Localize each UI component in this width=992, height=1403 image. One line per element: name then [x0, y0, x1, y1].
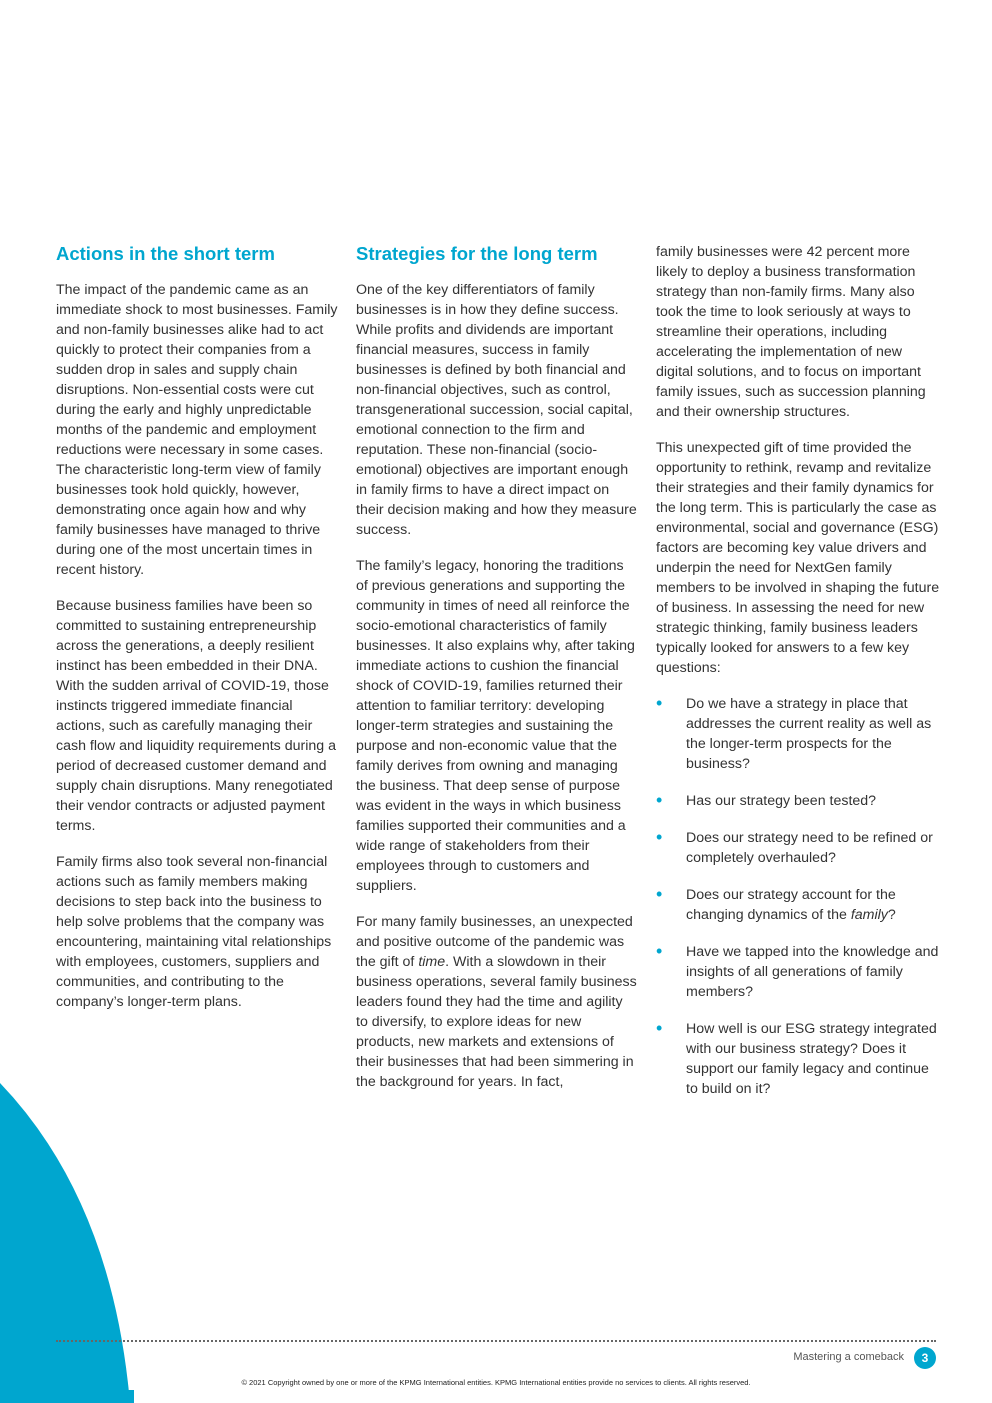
page-number-badge: 3 — [914, 1347, 936, 1369]
bullet-icon: • — [656, 827, 663, 847]
list-item — [656, 885, 941, 925]
paragraph: One of the key differentiators of family businesses is in how they define success. While profits and dividends are important financial measures, success in family businesses is defined by both financial and non-financial objectives, such as control, transgenerational succession, social capital, emotional connection to the firm and reputation. These non-financial (socio-emotional) objectives are important enough in family firms to have a direct impact on their decision making and how they measure success. — [356, 282, 637, 538]
paragraph: The impact of the pandemic came as an immediate shock to most businesses. Family and non-family businesses alike had to act quickly to protect their companies from a sudden drop in sales and supply chain disruptions. Non-essential costs were cut during the early and highly unpredictable months of the pandemic and employment reductions were necessary in some cases. The characteristic long-term view of family businesses took hold quickly, however, demonstrating once again how and why family businesses have managed to thrive during one of the most uncertain times in recent history. — [56, 282, 338, 578]
paragraph: The family’s legacy, honoring the traditions of previous generations and supporting the community in times of need all reinforce the socio-emotional characteristics of family businesses. It also explains why, after taking immediate actions to cushion the financial shock of COVID-19, families returned their attention to familiar territory: developing longer-term strategies and sustaining the purpose and non-economic value that the family derives from owning and managing the business. That deep sense of purpose was evident in the ways in which business families supported their communities and a wide range of stakeholders from their employees through to customers and suppliers. — [356, 558, 635, 894]
bullet-icon: • — [656, 941, 663, 961]
footer-copyright: © 2021 Copyright owned by one or more of the KPMG International entities. KPMG International entities provide no services to clients. All rights reserved. — [241, 1378, 751, 1387]
paragraph — [356, 912, 638, 1092]
question-text — [686, 887, 896, 923]
paragraph: family businesses were 42 percent more likely to deploy a business transformation strategy than non-family firms. Many also took the time to look seriously at ways to streamline their operations, including accelerating the implementation of new digital solutions, and to focus on important family issues, such as succession planning and their ownership structures. — [656, 244, 926, 420]
footer-dotted-divider — [56, 1340, 936, 1342]
blue-arc — [0, 1083, 130, 1403]
column-continued — [656, 242, 941, 1116]
column-long-term — [356, 242, 638, 1108]
emphasis-family: family — [850, 907, 888, 923]
text-run: For many family businesses, an unexpected and positive outcome of the pandemic was the gift of — [356, 914, 633, 970]
emphasis-time: time — [418, 954, 446, 970]
heading-long-term: Strategies for the long term — [356, 243, 598, 264]
text-run: Does our strategy account for the changing dynamics of the — [686, 887, 896, 923]
question-text: Has our strategy been tested? — [686, 793, 877, 809]
bullet-icon: • — [656, 693, 663, 713]
text-run: . With a slowdown in their business operations, several family business leaders found they had the time and agility to diversify, to explore ideas for new products, new markets and extensions of their businesses that had been simmering in the background for years. In fact, — [356, 954, 637, 1090]
question-text: Do we have a strategy in place that addresses the current reality as well as the longer-term prospects for the business? — [686, 696, 932, 772]
paragraph: Because business families have been so committed to sustaining entrepreneurship across the generations, a deeply resilient instinct has been embedded in their DNA. With the sudden arrival of COVID-19, those instincts triggered immediate financial actions, such as carefully managing their cash flow and liquidity requirements during a period of decreased customer demand and supply chain disruptions. Many renegotiated their vendor contracts or adjusted payment terms. — [56, 598, 336, 834]
list-item — [656, 694, 941, 774]
bullet-icon: • — [656, 884, 663, 904]
question-text: Have we tapped into the knowledge and insights of all generations of family members? — [686, 944, 939, 1000]
list-item — [656, 1019, 941, 1099]
paragraph: Family firms also took several non-financial actions such as family members making decisions to step back into the business to help solve problems that the company was encountering, maintaining vital relationships with employees, customers, suppliers and communities, and contributing to the company’s longer-term plans. — [56, 854, 332, 1010]
list-item — [656, 791, 941, 811]
text-run: ? — [887, 907, 896, 923]
key-questions-list — [656, 694, 941, 1099]
list-item — [656, 828, 941, 868]
column-short-term — [56, 242, 338, 1028]
question-text: Does our strategy need to be refined or completely overhauled? — [686, 830, 933, 866]
footer-publication-title: Mastering a comeback — [793, 1351, 904, 1363]
bullet-icon: • — [656, 790, 663, 810]
list-item — [656, 942, 941, 1002]
footer-left-bar — [0, 1390, 134, 1403]
question-text: How well is our ESG strategy integrated with our business strategy? Does it support our family legacy and continue to build on it? — [686, 1021, 937, 1097]
bullet-icon: • — [656, 1018, 663, 1038]
paragraph: This unexpected gift of time provided the opportunity to rethink, revamp and revitalize their strategies and their family dynamics for the long term. This is particularly the case as environmental, social and governance (ESG) factors are becoming key value drivers and underpin the need for NextGen family members to be involved in shaping the future of business. In assessing the need for new strategic thinking, family business leaders typically looked for answers to a few key questions: — [656, 440, 940, 676]
heading-short-term: Actions in the short term — [56, 243, 275, 264]
